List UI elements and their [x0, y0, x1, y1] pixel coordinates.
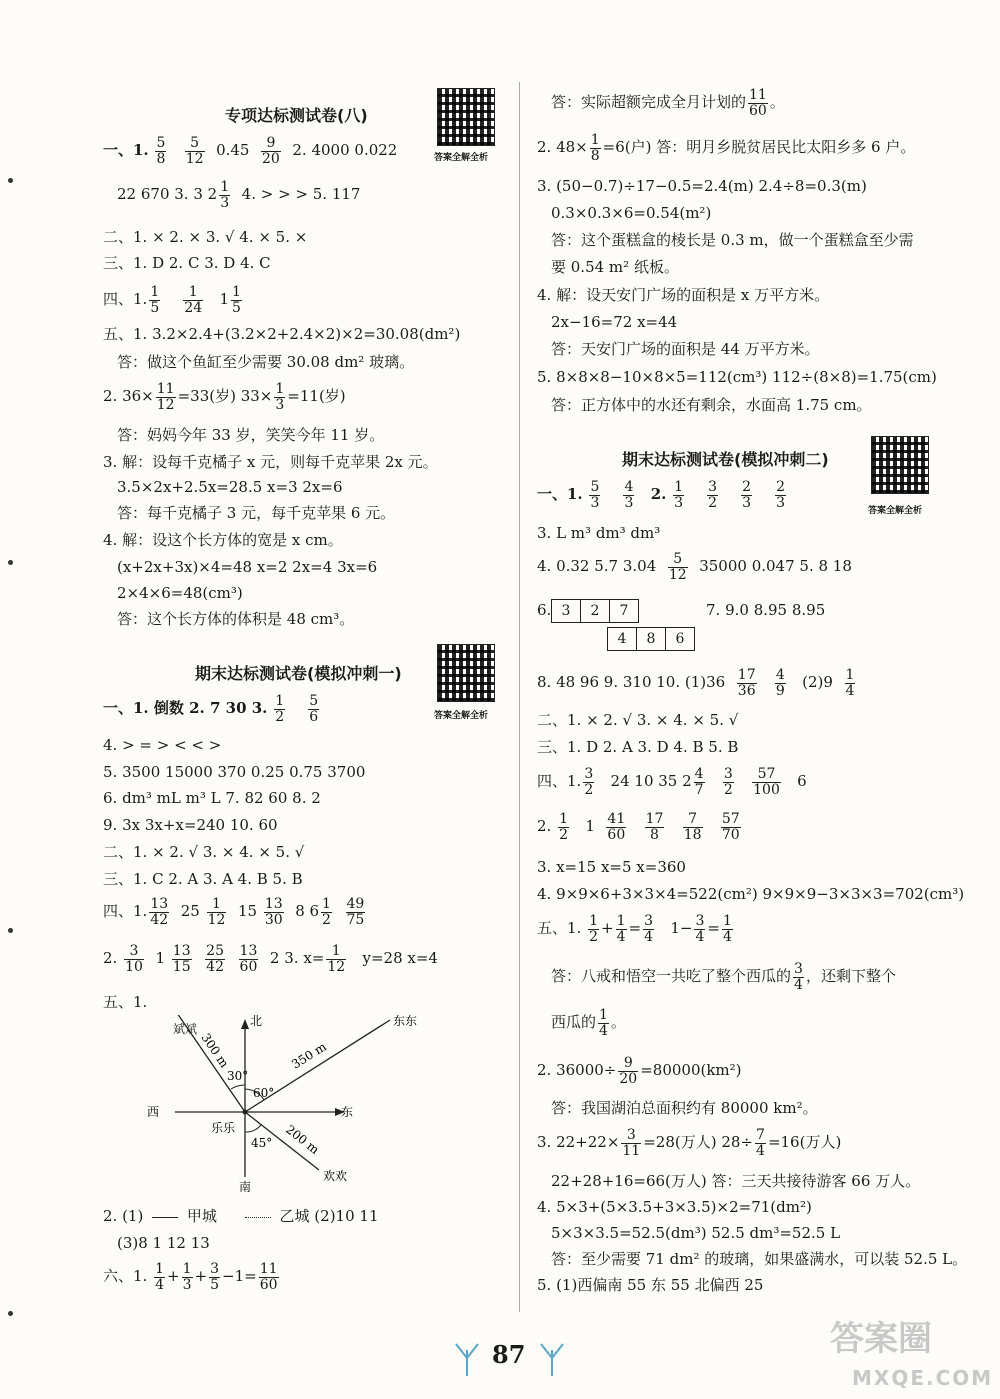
- answer-line: 五、1.: [103, 993, 148, 1011]
- net-cell: 2: [580, 599, 610, 623]
- direction-diagram: [135, 1015, 435, 1195]
- dongdong-label: 东东: [393, 1015, 418, 1028]
- answer-line: 答：我国湖泊总面积约有 80000 km²。: [551, 1099, 818, 1117]
- answer-line: 三、1. D 2. A 3. D 4. B 5. B: [537, 738, 739, 756]
- answer-line: 答：妈妈今年 33 岁，笑笑今年 11 岁。: [117, 426, 385, 444]
- qr-code-icon[interactable]: [437, 644, 495, 702]
- answer-line: 2. $\frac{3}{10}$ 1 $\frac{13}{15}$ $\frac{25}{42}$ $\frac{13}{60}$ 2 3. x= $\frac{1}{12}$ y=28 x=4: [103, 943, 438, 975]
- margin-dot: [8, 928, 13, 933]
- angle-arc-45: [245, 1125, 261, 1132]
- north-arrow-icon: [241, 1019, 249, 1029]
- answer-line: 3.5×2x+2.5x=28.5 x=3 2x=6: [117, 478, 343, 496]
- answer-line: 6.: [537, 601, 552, 619]
- net-cell: 8: [636, 627, 666, 651]
- qr-caption: 答案全解全析: [434, 711, 489, 721]
- answer-line: 8. 48 96 9. 310 10. (1)36 $\frac{17}{36}$ $\frac{4}{9}$ (2)9 $\frac{1}{4}$: [537, 667, 855, 699]
- answer-line: 答：八戒和悟空一共吃了整个西瓜的 $\frac{3}{4}$ ，还剩下整个: [551, 961, 896, 993]
- answer-line: 六、1. $\frac{1}{4}$ + $\frac{1}{3}$ + $\frac{3}{5}$ −1= $\frac{11}{60}$: [103, 1261, 278, 1293]
- angle-label: 60°: [253, 1086, 275, 1100]
- net-cell: 6: [665, 627, 695, 651]
- south-label: 南: [239, 1180, 252, 1194]
- answer-line: 2. 36× $\frac{11}{12}$ =33(岁) 33× $\frac{1}{3}$ =11(岁): [103, 381, 346, 413]
- net-cell: 7: [609, 599, 639, 623]
- answer-line: 4. 解：设这个长方体的宽是 x cm。: [103, 531, 343, 549]
- net-boxes-top: [551, 599, 639, 623]
- qr-caption: 答案全解全析: [868, 506, 923, 516]
- answer-line: 22+28+16=66(万人) 答：三天共接待游客 66 万人。: [551, 1172, 921, 1190]
- answer-line: 答：实际超额完成全月计划的 $\frac{11}{60}$ 。: [551, 87, 785, 119]
- lele-label: 乐乐: [211, 1121, 236, 1135]
- answer-line: 3. x=15 x=5 x=360: [537, 858, 686, 876]
- section-title-8: 专项达标测试卷(八): [225, 106, 368, 125]
- answer-line: 答：这个长方体的体积是 48 cm³。: [117, 610, 355, 628]
- binbin-label: 斌斌: [173, 1022, 198, 1036]
- watermark-logo: 答案圈: [830, 1319, 932, 1359]
- answer-line: 2. 48× $\frac{1}{8}$ =6(户) 答：明月乡脱贫居民比太阳乡多 6 户。: [537, 132, 916, 164]
- distance-label: 300 m: [198, 1030, 232, 1071]
- angle-label: 30°: [227, 1069, 249, 1083]
- angle-arc-30: [231, 1085, 245, 1089]
- answer-line: 4. 0.32 5.7 3.04 $\frac{5}{12}$ 35000 0.047 5. 8 18: [537, 551, 852, 583]
- angle-label: 45°: [251, 1136, 273, 1150]
- answer-line: 4. 5×3+(5×3.5+3×3.5)×2=71(dm²): [537, 1198, 812, 1216]
- answer-line: 2x−16=72 x=44: [551, 313, 678, 331]
- answer-line: 二、1. × 2. × 3. √ 4. × 5. ×: [103, 228, 308, 246]
- answer-line: 4. 解：设天安门广场的面积是 x 万平方米。: [537, 286, 830, 304]
- answer-line: 7. 9.0 8.95 8.95: [706, 601, 826, 619]
- answer-line: 五、1. $\frac{1}{2}$ + $\frac{1}{4}$ = $\frac{3}{4}$ 1− $\frac{3}{4}$ = $\frac{1}{4}$: [537, 913, 732, 945]
- answer-line: 6. dm³ mL m³ L 7. 82 60 8. 2: [103, 789, 321, 807]
- answer-line: 一、1. $\frac{5}{3}$ $\frac{4}{3}$ 2. $\frac{1}{3}$ $\frac{3}{2}$ $\frac{2}{3}$ $\frac{2}{3}$: [537, 479, 786, 511]
- net-boxes-bottom: [607, 627, 695, 651]
- section-title-m1: 期末达标测试卷(模拟冲刺一): [195, 664, 402, 683]
- answer-line: 五、1. 3.2×2.4+(3.2×2+2.4×2)×2=30.08(dm²): [103, 325, 461, 343]
- answer-line: (x+2x+3x)×4=48 x=2 2x=4 3x=6: [117, 558, 378, 576]
- answer-line: 2×4×6=48(cm³): [117, 584, 243, 602]
- answer-line: 答：这个蛋糕盒的棱长是 0.3 m，做一个蛋糕盒至少需: [551, 231, 914, 249]
- answer-line: 2. (1) 甲城 乙城 (2)10 11: [103, 1207, 379, 1225]
- margin-dot: [8, 1311, 13, 1316]
- answer-line: 一、1. 倒数 2. 7 30 3. $\frac{1}{2}$ $\frac{5}{6}$: [103, 693, 319, 725]
- huanhuan-label: 欢欢: [323, 1169, 348, 1183]
- answer-line: 5×3×3.5=52.5(dm³) 52.5 dm³=52.5 L: [551, 1224, 841, 1242]
- answer-line: 答：至少需要 71 dm² 的玻璃，如果盛满水，可以装 52.5 L。: [551, 1250, 968, 1268]
- leaf-ornament-icon: [537, 1338, 567, 1378]
- answer-line: 3. L m³ dm³ dm³: [537, 524, 661, 542]
- answer-line: 5. 8×8×8−10×8×5=112(cm³) 112÷(8×8)=1.75(cm): [537, 368, 937, 386]
- answer-line: 5. 3500 15000 370 0.25 0.75 3700: [103, 763, 366, 781]
- answer-line: 4. 9×9×6+3×3×4=522(cm²) 9×9×9−3×3×3=702(cm³): [537, 885, 965, 903]
- answer-line: 3. 22+22× $\frac{3}{11}$ =28(万人) 28÷ $\frac{7}{4}$ =16(万人): [537, 1127, 842, 1159]
- dotted-line-legend: [245, 1217, 271, 1218]
- column-divider: [519, 82, 520, 1312]
- west-label: 西: [147, 1105, 160, 1119]
- answer-line: 9. 3x 3x+x=240 10. 60: [103, 816, 278, 834]
- answer-line: 要 0.54 m² 纸板。: [551, 258, 679, 276]
- net-cell: 3: [551, 599, 581, 623]
- answer-line: (3)8 1 12 13: [117, 1234, 210, 1252]
- answer-line: 答：天安门广场的面积是 44 万平方米。: [551, 340, 820, 358]
- answer-line: 4. > = > < < >: [103, 736, 222, 754]
- answer-line: 四、1. $\frac{1}{5}$ $\frac{1}{24}$ 1 $\frac{1}{5}$: [103, 284, 241, 316]
- distance-label: 200 m: [283, 1122, 322, 1157]
- answer-line: 一、1. $\frac{5}{8}$ $\frac{5}{12}$ 0.45 $\frac{9}{20}$ 2. 4000 0.022: [103, 135, 398, 167]
- east-label: 东: [341, 1105, 354, 1119]
- answer-line: 三、1. D 2. C 3. D 4. C: [103, 254, 271, 272]
- leaf-ornament-icon: [452, 1338, 482, 1378]
- answer-line: 2. 36000÷ $\frac{9}{20}$ =80000(km²): [537, 1055, 742, 1087]
- answer-line: 二、1. × 2. √ 3. × 4. × 5. √: [103, 843, 305, 861]
- answer-line: 22 670 3. 3 2 $\frac{1}{3}$ 4. > > > 5. 117: [117, 179, 361, 211]
- answer-line: 3. 解：设每千克橘子 x 元，则每千克苹果 2x 元。: [103, 453, 438, 471]
- origin-point: [243, 1110, 248, 1115]
- watermark-url: MXQE.COM: [852, 1366, 994, 1390]
- answer-line: 四、1. $\frac{3}{2}$ 24 10 35 2 $\frac{4}{7}$ $\frac{3}{2}$ $\frac{57}{100}$ 6: [537, 766, 807, 798]
- answer-line: 答：正方体中的水还有剩余，水面高 1.75 cm。: [551, 396, 872, 414]
- solid-line-legend: [152, 1217, 178, 1218]
- qr-caption: 答案全解全析: [434, 153, 489, 163]
- answer-line: 答：每千克橘子 3 元，每千克苹果 6 元。: [117, 504, 396, 522]
- answer-line: 三、1. C 2. A 3. A 4. B 5. B: [103, 870, 303, 888]
- distance-label: 350 m: [289, 1039, 329, 1072]
- answer-line: 3. (50−0.7)÷17−0.5=2.4(m) 2.4÷8=0.3(m): [537, 177, 867, 195]
- qr-code-icon[interactable]: [437, 88, 495, 146]
- net-cell: 4: [607, 627, 637, 651]
- north-label: 北: [250, 1015, 263, 1028]
- margin-dot: [8, 178, 13, 183]
- answer-line: 二、1. × 2. √ 3. × 4. × 5. √: [537, 711, 739, 729]
- margin-dot: [8, 560, 13, 565]
- answer-line: 0.3×0.3×6=0.54(m²): [551, 204, 712, 222]
- page-number: 87: [492, 1340, 526, 1369]
- section-title-m2: 期末达标测试卷(模拟冲刺二): [622, 450, 829, 469]
- answer-line: 2. $\frac{1}{2}$ 1 $\frac{41}{60}$ $\frac{17}{8}$ $\frac{7}{18}$ $\frac{57}{70}$: [537, 811, 740, 843]
- answer-line: 答：做这个鱼缸至少需要 30.08 dm² 玻璃。: [117, 353, 415, 371]
- qr-code-icon[interactable]: [871, 436, 929, 494]
- answer-line: 西瓜的 $\frac{1}{4}$ 。: [551, 1007, 626, 1039]
- answer-line: 5. (1)西偏南 55 东 55 北偏西 25: [537, 1276, 764, 1294]
- answer-line: 四、1. $\frac{13}{42}$ 25 $\frac{1}{12}$ 15 $\frac{13}{30}$ 8 6 $\frac{1}{2}$ $\frac{49}{75}$: [103, 896, 365, 928]
